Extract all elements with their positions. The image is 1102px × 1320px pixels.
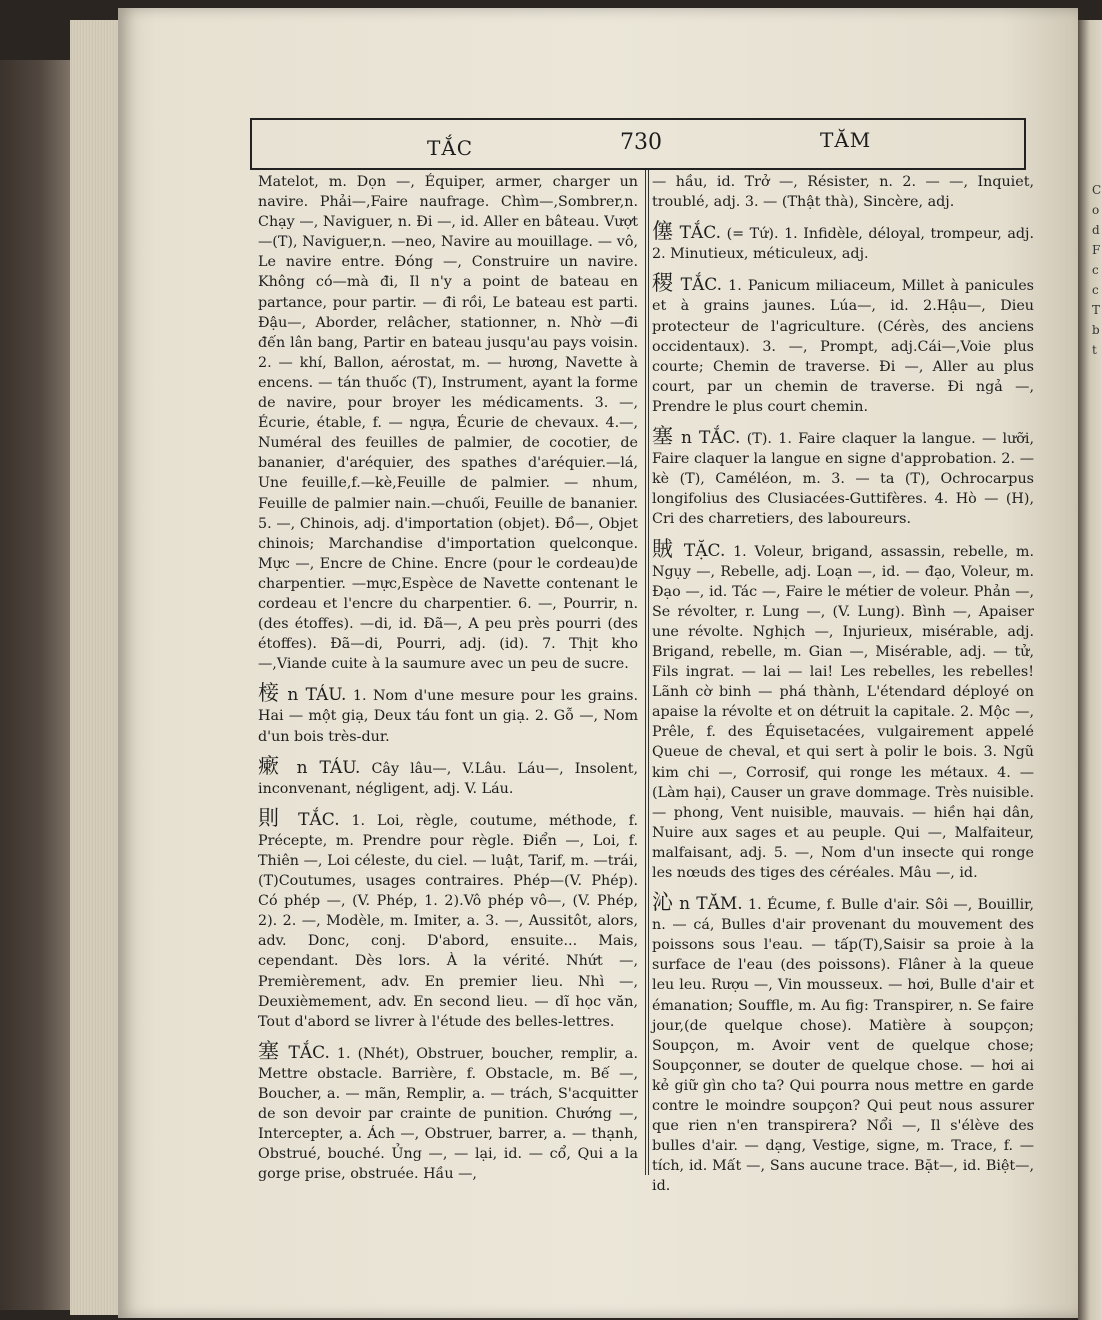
- entry-character: 瘶: [258, 753, 286, 778]
- header-right-word: TĂM: [820, 128, 872, 152]
- entry-character: 椄: [258, 681, 281, 706]
- entry-headword: n TÁU.: [287, 685, 347, 706]
- dictionary-entry: [258, 683, 638, 746]
- dictionary-entry: [652, 536, 1035, 884]
- entry-headword: TẮC.: [679, 223, 721, 244]
- entry-headword: TẮC.: [680, 275, 723, 296]
- running-header: [250, 118, 1026, 170]
- page-number: 730: [620, 130, 662, 155]
- dictionary-entry: [652, 221, 1034, 264]
- entry-headword: TẶC.: [683, 540, 726, 561]
- dictionary-entry: [652, 172, 1034, 212]
- entry-character: 塞: [652, 424, 675, 449]
- dictionary-entry: [652, 426, 1034, 529]
- column-divider: [645, 170, 649, 1175]
- entry-character: 則: [258, 805, 287, 830]
- entry-definition: 1. Écume, f. Bulle d'air. Sôi —, Bouillir, n. — cá, Bulles d'air provenant du mouvement des poissons sous l'eau. — tấp(T),Saisir sa proie à la surface de l'eau (des poissons). Flâner à la queue leu leu. Rượu —, Vin mousseux. — hơi, Bulle d'air et émanation; Souffle, m. Au fig: Transpirer, n. Se faire jour,(de quelque chose). Matière à soupçon; Soupçon, m. Avoir vent de quelque chose; Soupçonner, se douter de quelque chose. — hơi ai kẻ giữ gìn cho ta? Qui pourra nous mettre en garde contre le moindre soupçon? Qui peut nous assurer que rien n'en transpirera? Nổi —, Il s'élève des bulles d'air. — dạng, Vestige, signe, m. Trace, f. — tích, id. Mất —, Sans aucune trace. Bặt—, id. Biệt—, id.: [652, 897, 1034, 1195]
- right-column: [652, 172, 1034, 1197]
- entry-definition: (T). 1. Faire claquer la langue. — lưỡi, Faire claquer la langue en signe d'approbation. 2. — kè (T), Caméléon, m. 3. — ta (T), Ochrocarpus longifolius des Clusiacées-Guttifères. 4. Hò — (H), Cri des charretiers, des laboureurs.: [652, 431, 1035, 528]
- entry-definition: Cây lâu—, V.Lâu. Láu—, Insolent, inconvenant, négligent, adj. V. Láu.: [258, 760, 639, 797]
- dictionary-entry: [258, 753, 639, 799]
- entry-character: 沁: [652, 890, 674, 915]
- dictionary-entry: [258, 172, 638, 674]
- dictionary-entry: [258, 1038, 638, 1185]
- entry-definition: (= Tứ). 1. Infidèle, déloyal, trompeur, adj. 2. Minutieux, méticuleux, adj.: [652, 226, 1035, 263]
- next-page-fragment: Co d F c c T b t: [1092, 183, 1102, 357]
- entry-definition: 1. Nom d'une mesure pour les grains. Hai — một giạ, Deux táu font un giạ. 2. Gỗ —, Nom d'un bois très-dur.: [258, 688, 639, 745]
- dictionary-entry: [258, 805, 639, 1032]
- entry-definition: — hầu, id. Trở —, Résister, n. 2. — —, Inquiet, troublé, adj. 3. — (Thật thà), Sincère, adj.: [652, 174, 1034, 211]
- entry-headword: TẮC.: [298, 809, 340, 830]
- dictionary-entry: [652, 273, 1034, 417]
- entry-character: 塞: [258, 1038, 282, 1063]
- entry-headword: n TẮC.: [680, 428, 741, 449]
- entry-definition: Matelot, m. Dọn —, Équiper, armer, charger un navire. Phải—,Faire naufrage. Chìm—,Sombrer,n. Chạy —, Naviguer, n. Đi —, id. Aller en bâteau. Vượt—(T), Naviguer,n. —neo, Navire au mouillage. — vô, Le navire entre. Đóng —, Construire un navire. Không có—mà đi, Il n'y a point de bateau en partance, pour partir. — đi rồi, Le bateau est parti. Đậu—, Aborder, relâcher, stationner, n. Nhờ —đi đến lân bang, Partir en bateau jusqu'au pays voisin. 2. — khí, Ballon, aérostat, m. — hương, Navette à encens. — tán thuốc (T), Instrument, ayant la forme de navire, pour broyer les médicaments. 3. —, Écurie, étable, f. — ngựa, Écurie de chevaux. 4.—, Numéral des feuilles de palmier, de cocotier, de bananier, d'aréquier, des spathes d'aréquier.—lá, Une feuille,f.—kè,Feuille de palmier. — nhum, Feuille de palmier nain.—chuối, Feuille de bananier. 5. —, Chinois, adj. d'importation (objet). Đồ—, Objet chinois; Marchandise d'importation quelconque. Mực —, Encre de Chine. Encre (pour le cordeau)de charpentier. —mực,Espèce de Navette contenant le cordeau et l'encre du charpentier. 6. —, Pourrir, n. (des étoffes). —di, id. Đã—, A peu près pourri (des étoffes). Đã—di, Pourri, adj. (id). 7. Thịt kho—,Viande cuite à la saumure avec un peu de sucre.: [258, 174, 638, 673]
- entry-definition: 1. Voleur, brigand, assassin, rebelle, m. Ngụy —, Rebelle, adj. Loạn —, id. — đạo, Voleur, m. Đạo —, id. Tác —, Faire le métier de voleur. Phản —, Se révolter, r. Lung —, (V. Lung). Bình —, Apaiser une révolte. Nghịch —, Injurieux, misérable, adj. Brigand, rebelle, m. Gian —, Misérable, adj. — tử, Fils ingrat. — lai — lai! Les rebelles, les rebelles! Lãnh cờ binh — phá thành, L'étendard déployé on apaise la révolte et on détruit la capitale. 2. Mộc —, Prêle, f. des Équisetacées, vulgairement appelé Queue de cheval, et qui sert à polir le bois. 3. Ngũ kim chi —, Corrosif, qui ronge les métaux. 4. — (Làm hại), Causer un grave dommage. Très nuisible. — phong, Vent nuisible, mauvais. — hiền hại dân, Nuire aux sages et au peuple. Qui —, Malfaiteur, malfaisant, adj. 5. —, Nom d'un insecte qui ronge les nœuds des tiges des céréales. Mâu —, id.: [652, 543, 1035, 881]
- header-left-word: TẮC: [427, 136, 474, 160]
- entry-definition: 1. (Nhét), Obstruer, boucher, remplir, a. Mettre obstacle. Barrière, f. Obstacle, m. Bế —, Boucher, a. — mãn, Remplir, a. — trách, S'acquitter de son devoir par crainte de punition. Chướng —, Intercepter, a. Ách —, Obstruer, barrer, a. — thạnh, Obstrué, bouché. Ủng —, — lại, id. — cổ, Qui a la gorge prise, obstruée. Hầu —,: [258, 1045, 638, 1183]
- entry-character: 稷: [652, 271, 675, 296]
- entry-character: 僿: [652, 219, 675, 244]
- entry-headword: n TÁU.: [296, 757, 361, 778]
- dictionary-entry: [652, 892, 1034, 1196]
- entry-headword: TẮC.: [288, 1042, 330, 1063]
- entry-definition: 1. Panicum miliaceum, Millet à panicules et à grains jaunes. Lúa—, id. 2.Hậu—, Dieu protecteur de l'agriculture. (Cérès, des anciens occidentaux). 3. —, Prompt, adj.Cái—,Voie plus courte; Chemin de traverse. Đi —, Aller au plus court, par un chemin de traverse. Đi ngả —, Prendre le plus court chemin.: [652, 278, 1035, 415]
- left-column: [258, 172, 638, 1185]
- entry-definition: 1. Loi, règle, coutume, méthode, f. Précepte, m. Prendre pour règle. Điển —, Loi, f. Thiên —, Loi céleste, du ciel. — luật, Tarif, m. —trái,(T)Coutumes, usages contraires. Phép—(V. Phép). Có phép —, (V. Phép, 1. 2).Vô phép vô—, (V. Phép, 2). 2. —, Modèle, m. Imiter, a. 3. —, Aussitôt, alors, adv. Donc, conj. D'abord, ensuite... Mais, cependant. Dès lors. À la vérité. Nhứt —, Premièrement, adv. En premier lieu. Nhì —, Deuxièmement, adv. En second lieu. — dĩ học văn, Tout d'abord se livrer à l'étude des belles-lettres.: [258, 812, 639, 1030]
- entry-headword: n TĂM.: [679, 894, 743, 915]
- entry-character: 賊: [652, 536, 677, 561]
